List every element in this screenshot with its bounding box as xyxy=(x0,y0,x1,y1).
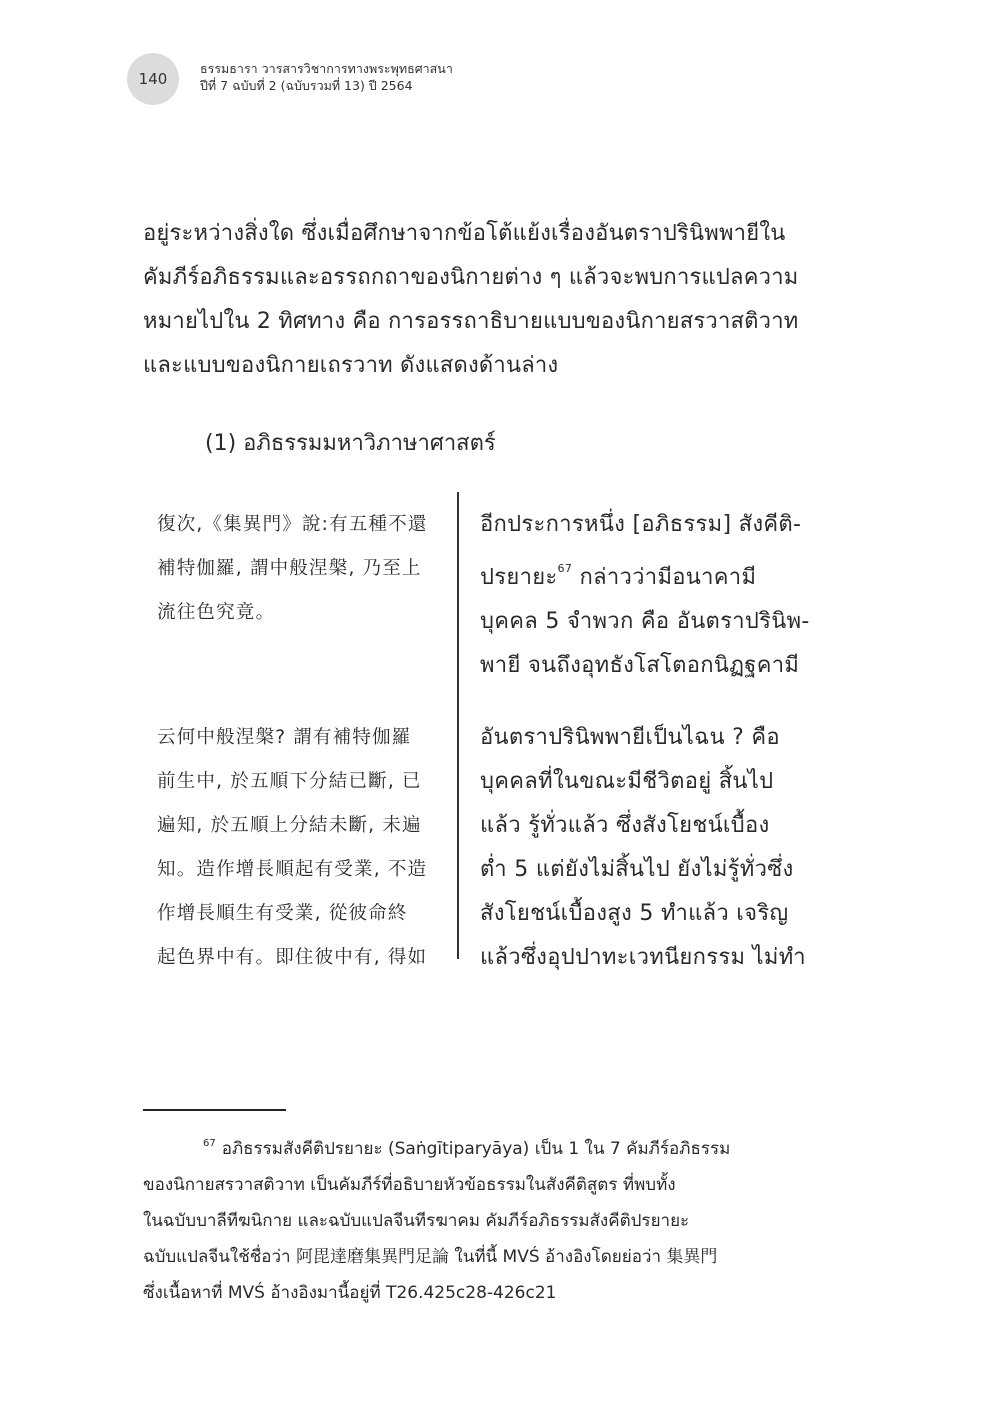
chinese-line: 知。造作增長順起有受業, 不造 xyxy=(157,859,428,880)
footnote-line xyxy=(143,1126,843,1167)
footnote-67 xyxy=(143,1126,843,1311)
chinese-line: 補特伽羅, 謂中般涅槃, 乃至上 xyxy=(157,558,422,579)
chinese-line: 起色界中有。即住彼中有, 得如 xyxy=(157,947,428,968)
issue-info: ปีที่ 7 ฉบับที่ 2 (ฉบับรวมที่ 13) ปี 2564 xyxy=(200,78,413,93)
footnote-line: ของนิกายสรวาสติวาท เป็นคัมภีร์ที่อธิบายหัวข้อธรรมในสังคีติสูตร ที่พบทั้ง xyxy=(143,1175,676,1195)
footnote-line: ซึ่งเนื้อหาที่ MVŚ อ้างอิงมานี้อยู่ที่ T26.425c28-426c21 xyxy=(143,1283,557,1303)
chinese-line: 遍知, 於五順上分結未斷, 未遍 xyxy=(157,815,422,836)
chinese-source-block-1 xyxy=(157,503,447,635)
thai-line: บุคคล 5 จำพวก คือ อันตราปรินิพ- xyxy=(480,609,810,634)
chinese-source-block-2 xyxy=(157,716,447,980)
thai-text: กล่าวว่ามีอนาคามี xyxy=(572,565,757,590)
footnote-number: 67 xyxy=(203,1138,216,1149)
thai-line: อีกประการหนึ่ง [อภิธรรม] สังคีติ- xyxy=(480,512,802,537)
section-heading: (1) อภิธรรมมหาวิภาษาศาสตร์ xyxy=(205,431,496,456)
chinese-line: 作增長順生有受業, 從彼命終 xyxy=(157,903,408,924)
intro-line: และแบบของนิกายเถรวาท ดังแสดงด้านล่าง xyxy=(143,353,559,378)
thai-text: ปรยายะ xyxy=(480,565,558,590)
thai-line: แล้ว รู้ทั่วแล้ว ซึ่งสังโยชน์เบื้อง xyxy=(480,813,770,838)
thai-line: ต่ำ 5 แต่ยังไม่สิ้นไป ยังไม่รู้ทั่วซึ่ง xyxy=(480,857,794,882)
page-number-badge: 140 xyxy=(127,53,179,105)
thai-line xyxy=(480,547,850,600)
footnote-line: ในฉบับบาลีทีฆนิกาย และฉบับแปลจีนทีรฆาคม คัมภีร์อภิธรรมสังคีติปรยายะ xyxy=(143,1211,690,1231)
footnote-line: ฉบับแปลจีนใช้ชื่อว่า 阿毘達磨集異門足論 ในที่นี้ MVŚ อ้างอิงโดยย่อว่า 集異門 xyxy=(143,1247,718,1267)
intro-paragraph xyxy=(143,212,843,388)
intro-line: อยู่ระหว่างสิ่งใด ซึ่งเมื่อศึกษาจากข้อโต้แย้งเรื่องอันตราปรินิพพายีใน xyxy=(143,221,786,246)
thai-line: บุคคลที่ในขณะมีชีวิตอยู่ สิ้นไป xyxy=(480,769,774,794)
thai-translation-block-2 xyxy=(480,716,850,980)
column-divider xyxy=(457,492,459,959)
chinese-line: 云何中般涅槃? 謂有補特伽羅 xyxy=(157,727,412,748)
footnote-separator xyxy=(143,1109,286,1111)
chinese-line: 前生中, 於五順下分結已斷, 已 xyxy=(157,771,422,792)
intro-line: หมายไปใน 2 ทิศทาง คือ การอรรถาธิบายแบบของนิกายสรวาสติวาท xyxy=(143,309,799,334)
intro-line: คัมภีร์อภิธรรมและอรรถกถาของนิกายต่าง ๆ แล้วจะพบการแปลความ xyxy=(143,265,799,290)
chinese-line: 流往色究竟。 xyxy=(157,602,276,623)
running-header xyxy=(200,60,453,94)
journal-title: ธรรมธารา วารสารวิชาการทางพระพุทธศาสนา xyxy=(200,61,453,76)
thai-line: แล้วซึ่งอุปปาทะเวทนียกรรม ไม่ทำ xyxy=(480,945,806,970)
footnote-text: อภิธรรมสังคีติปรยายะ (Saṅgītiparyāya) เป็น 1 ใน 7 คัมภีร์อภิธรรม xyxy=(221,1139,731,1159)
thai-translation-block-1 xyxy=(480,503,850,688)
thai-line: สังโยชน์เบื้องสูง 5 ทำแล้ว เจริญ xyxy=(480,901,789,926)
thai-line: พายี จนถึงอุทธังโสโตอกนิฏฐคามี xyxy=(480,653,800,678)
footnote-ref-link[interactable]: 67 xyxy=(557,562,573,575)
thai-line: อันตราปรินิพพายีเป็นไฉน ? คือ xyxy=(480,725,780,750)
chinese-line: 復次,《集異門》說:有五種不還 xyxy=(157,514,428,535)
